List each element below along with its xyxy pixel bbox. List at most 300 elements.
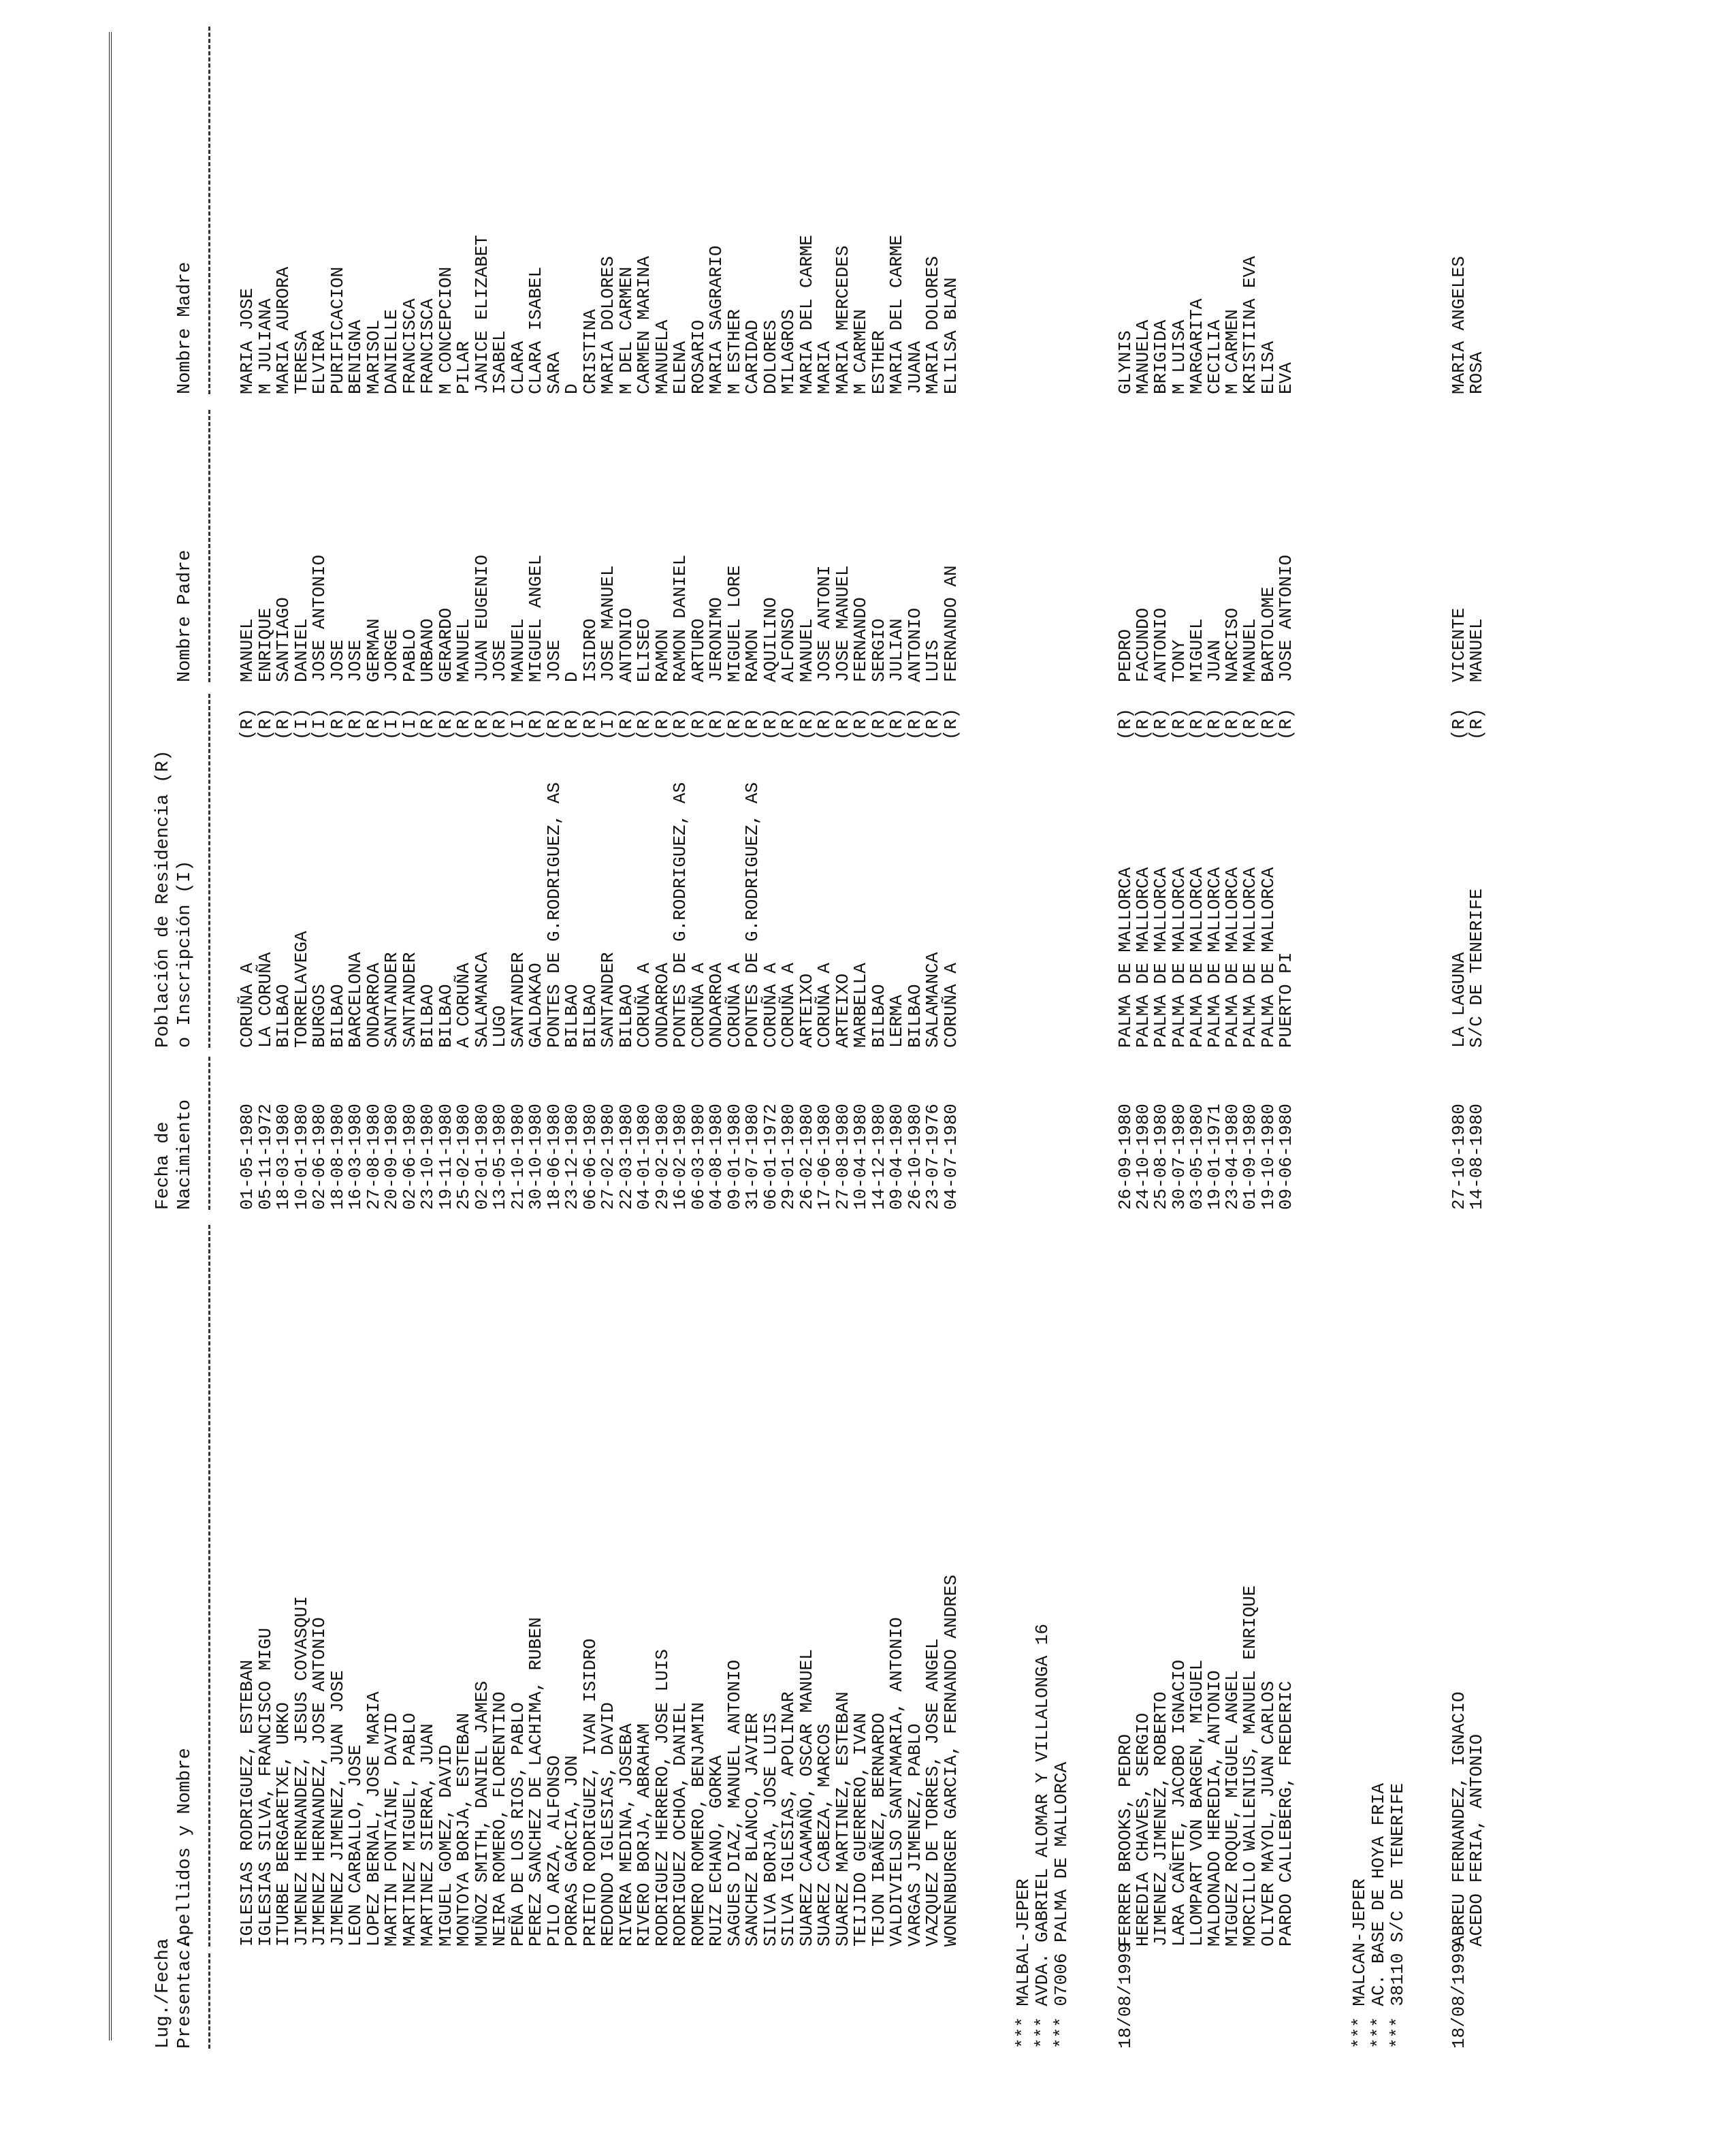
father-name: ALFONSO — [778, 607, 799, 682]
residence-type: (I) — [399, 708, 420, 740]
birth-date: 23-10-1980 — [417, 1103, 438, 1210]
birth-date: 05-11-1972 — [255, 1103, 276, 1210]
father-name: ARTURO — [688, 618, 709, 682]
residence: SANTANDER — [507, 952, 528, 1048]
residence: TORRELAVEGA — [291, 931, 312, 1048]
mother-name: KRISTIINA EVA — [1240, 256, 1261, 394]
father-name: JOSE — [345, 639, 366, 682]
person-name: IGLESIAS SILVA, FRANCISCO MIGU — [255, 1627, 276, 1947]
father-name: JOSE ANTONI — [814, 565, 835, 682]
father-name: BARTOLOME — [1257, 586, 1279, 682]
residence: MARBELLA — [850, 963, 871, 1048]
residence-type: (R) — [237, 708, 257, 740]
birth-date: 29-02-1980 — [652, 1103, 673, 1210]
birth-date: 03-05-1980 — [1186, 1103, 1207, 1210]
person-name: FERRER BROOKS, PEDRO — [1115, 1733, 1136, 1947]
mother-name: JUANA — [904, 340, 925, 394]
birth-date: 19-10-1980 — [1257, 1103, 1279, 1210]
father-name: PEDRO — [1115, 628, 1136, 682]
father-name: JULIAN — [886, 618, 907, 682]
residence: CORUÑA A — [778, 963, 799, 1048]
mother-name: MARIA — [814, 340, 835, 394]
mother-name: MARIA DOLORES — [598, 256, 618, 394]
person-name: MARTINEZ SIERRA, JUAN — [417, 1723, 438, 1947]
residence-type: (R) — [922, 708, 943, 740]
person-name: SANCHEZ BLANCO, JAVIER — [742, 1712, 762, 1947]
mother-name: CARMEN MARINA — [634, 256, 654, 394]
mother-name: PILAR — [453, 340, 474, 394]
birth-date: 01-05-1980 — [237, 1103, 257, 1210]
birth-date: 09-01-1980 — [724, 1103, 745, 1210]
birth-date: 18-03-1980 — [273, 1103, 293, 1210]
residence: A CORUÑA — [453, 963, 474, 1048]
father-name: JOSE MANUEL — [832, 565, 853, 682]
residence-type: (R) — [1275, 708, 1296, 740]
person-name: IGLESIAS RODRIGUEZ, ESTEBAN — [237, 1659, 257, 1947]
office-3-line-2: *** AC. BASE DE HOYA FRIA — [1368, 1782, 1389, 2049]
residence-type: (R) — [489, 708, 510, 740]
birth-date: 13-05-1980 — [489, 1103, 510, 1210]
residence-type: (R) — [706, 708, 726, 740]
residence: PALMA DE MALLORCA — [1133, 867, 1154, 1048]
residence: SALAMANCA — [922, 952, 943, 1048]
father-name: JUAN EUGENIO — [471, 554, 492, 682]
father-name: SERGIO — [868, 618, 889, 682]
mother-name: CARIDAD — [742, 319, 762, 394]
person-name: PARDO CALLEBERG, FREDERIC — [1275, 1680, 1296, 1947]
person-name: MIGUEZ ROQUE, MIGUEL ANGEL — [1222, 1670, 1243, 1947]
mother-name: M ESTHER — [724, 309, 745, 394]
residence: CORUÑA A — [814, 963, 835, 1048]
header-apellidos-nombre: Apellidos y Nombre — [175, 1748, 195, 1947]
mother-name: MARIA ANGELES — [1449, 256, 1469, 394]
person-name: JIMENEZ JIMENEZ, ROBERTO — [1151, 1691, 1172, 1947]
residence: BILBAO — [904, 984, 925, 1048]
header-dash-padre — [208, 410, 210, 682]
residence: PONTES DE G.RODRIGUEZ, AS — [670, 782, 690, 1048]
person-name: JIMENEZ HERNANDEZ, JOSE ANTONIO — [309, 1617, 329, 1947]
header-dash-name — [208, 1225, 210, 1947]
header-nombre-padre: Nombre Padre — [175, 549, 195, 682]
person-name: LOPEZ BERNAL, JOSE MARIA — [363, 1691, 384, 1947]
father-name: ANTONIO — [1151, 607, 1172, 682]
residence: PUERTO PI — [1275, 952, 1296, 1048]
birth-date: 01-09-1980 — [1240, 1103, 1261, 1210]
residence-type: (R) — [742, 708, 762, 740]
mother-name: ESTHER — [868, 330, 889, 394]
mother-name: TERESA — [291, 330, 312, 394]
person-name: VARGAS JIMENEZ, PABLO — [904, 1723, 925, 1947]
father-name: ENRIQUE — [255, 607, 276, 682]
residence: BILBAO — [435, 984, 456, 1048]
mother-name: MARIA DEL CARME — [796, 234, 817, 394]
residence: CORUÑA A — [760, 963, 781, 1048]
mother-name: GLYNIS — [1115, 330, 1136, 394]
residence: PALMA DE MALLORCA — [1168, 867, 1189, 1048]
father-name: GERMAN — [363, 618, 384, 682]
mother-name: D — [562, 383, 582, 394]
residence: SANTANDER — [381, 952, 402, 1048]
person-name: OLIVER MAYOL, JUAN CARLOS — [1257, 1680, 1279, 1947]
mother-name: MARIA JOSE — [237, 287, 257, 394]
mother-name: CLARA ISABEL — [526, 266, 546, 394]
residence-type: (R) — [453, 708, 474, 740]
residence-type: (R) — [814, 708, 835, 740]
mother-name: M LUISA — [1168, 319, 1189, 394]
father-name: TONY — [1168, 639, 1189, 682]
father-name: RAMON — [742, 628, 762, 682]
residence-type: (R) — [1133, 708, 1154, 740]
residence: BILBAO — [868, 984, 889, 1048]
birth-date: 19-01-1971 — [1204, 1103, 1225, 1210]
residence: BILBAO — [417, 984, 438, 1048]
father-name: ELISEO — [634, 618, 654, 682]
residence-type: (R) — [471, 708, 492, 740]
father-name: JOSE ANTONIO — [1275, 554, 1296, 682]
residence: BILBAO — [273, 984, 293, 1048]
residence: ONDARROA — [652, 963, 673, 1048]
father-name: MANUEL — [453, 618, 474, 682]
birth-date: 25-08-1980 — [1151, 1103, 1172, 1210]
person-name: WONENBURGER GARCIA, FERNANDO ANDRES — [940, 1574, 961, 1947]
mother-name: MARIA MERCEDES — [832, 245, 853, 394]
person-name: ACEDO FERIA, ANTONIO — [1466, 1733, 1488, 1947]
birth-date: 25-02-1980 — [453, 1103, 474, 1210]
mother-name: SARA — [543, 351, 564, 394]
mother-name: ELENA — [670, 340, 690, 394]
person-name: MORCILLO WALLENIUS, MANUEL ENRIQUE — [1240, 1585, 1261, 1947]
father-name: JOSE — [327, 639, 348, 682]
residence-type: (R) — [273, 708, 293, 740]
residence-type: (R) — [363, 708, 384, 740]
residence-type: (R) — [1222, 708, 1243, 740]
residence: ONDARROA — [363, 963, 384, 1048]
person-name: RODRIGUEZ HERRERO, JOSE LUIS — [652, 1649, 673, 1947]
birth-date: 23-04-1980 — [1222, 1103, 1243, 1210]
birth-date: 30-07-1980 — [1168, 1103, 1189, 1210]
header-lug-fecha-1: Lug./Fecha — [153, 1938, 174, 2049]
residence: CORUÑA A — [237, 963, 257, 1048]
birth-date: 16-02-1980 — [670, 1103, 690, 1210]
residence: LA CORUÑA — [255, 952, 276, 1048]
residence-type: (R) — [850, 708, 871, 740]
person-name: SILVA IGLESIAS, APOLINAR — [778, 1691, 799, 1947]
father-name: MIGUEL LORE — [724, 565, 745, 682]
father-name: JOSE — [543, 639, 564, 682]
birth-date: 30-10-1980 — [526, 1103, 546, 1210]
person-name: TEJON IBAÑEZ, BERNARDO — [868, 1712, 889, 1947]
mother-name: ELVIRA — [309, 330, 329, 394]
person-name: LEON CARBALLO, JOSE — [345, 1744, 366, 1947]
birth-date: 29-01-1980 — [778, 1103, 799, 1210]
father-name: PABLO — [399, 628, 420, 682]
residence: PALMA DE MALLORCA — [1115, 867, 1136, 1048]
person-name: MONTOYA BORJA, ESTEBAN — [453, 1712, 474, 1947]
header-dash-madre — [208, 27, 210, 394]
mother-name: FRANCISCA — [417, 298, 438, 394]
residence-type: (R) — [255, 708, 276, 740]
mother-name: MILAGROS — [778, 309, 799, 394]
person-name: JIMENEZ JIMENEZ, JUAN JOSE — [327, 1670, 348, 1947]
residence-type: (R) — [543, 708, 564, 740]
birth-date: 02-06-1980 — [399, 1103, 420, 1210]
birth-date: 20-09-1980 — [381, 1103, 402, 1210]
birth-date: 27-10-1980 — [1449, 1103, 1469, 1210]
birth-date: 26-02-1980 — [796, 1103, 817, 1210]
residence-type: (R) — [562, 708, 582, 740]
birth-date: 24-10-1980 — [1133, 1103, 1154, 1210]
header-lug-fecha-2: Presentac. — [175, 1938, 195, 2049]
father-name: MANUEL — [1240, 618, 1261, 682]
residence: BARCELONA — [345, 952, 366, 1048]
person-name: RUIZ ECHANO, GORKA — [706, 1755, 726, 1947]
mother-name: EVA — [1275, 362, 1296, 394]
residence-type: (R) — [832, 708, 853, 740]
father-name: DANIEL — [291, 618, 312, 682]
birth-date: 02-01-1980 — [471, 1103, 492, 1210]
birth-date: 19-11-1980 — [435, 1103, 456, 1210]
residence-type: (R) — [345, 708, 366, 740]
person-name: MIGUEL GOMEZ, DAVID — [435, 1744, 456, 1947]
father-name: MANUEL — [796, 618, 817, 682]
residence-type: (R) — [1257, 708, 1279, 740]
header-dash-lug — [208, 1953, 210, 2049]
residence: CORUÑA A — [724, 963, 745, 1048]
mother-name: CECILIA — [1204, 319, 1225, 394]
person-name: MUÑOZ SMITH, DANIEL JAMES — [471, 1680, 492, 1947]
residence-type: (I) — [381, 708, 402, 740]
residence-type: (R) — [652, 708, 673, 740]
header-dash-poblacion — [208, 694, 210, 1048]
residence-type: (R) — [526, 708, 546, 740]
father-name: JERONIMO — [706, 597, 726, 682]
father-name: JUAN — [1204, 639, 1225, 682]
person-name: ROMERO ROMERO, BENJAMIN — [688, 1702, 709, 1947]
person-name: SAGUES DIAZ, MANUEL ANTONIO — [724, 1659, 745, 1947]
father-name: MANUEL — [1466, 618, 1488, 682]
mother-name: CLARA — [507, 340, 528, 394]
header-poblacion-1: Población de Residencia (R) — [153, 750, 174, 1048]
residence: PALMA DE MALLORCA — [1186, 867, 1207, 1048]
mother-name: MARIA DOLORES — [922, 256, 943, 394]
person-name: VAZQUEZ DE TORRES, JOSE ANGEL — [922, 1638, 943, 1947]
birth-date: 27-02-1980 — [598, 1103, 618, 1210]
father-name: FACUNDO — [1133, 607, 1154, 682]
person-name: LLOMPART VON BARGEN, MIGUEL — [1186, 1659, 1207, 1947]
father-name: NARCISO — [1222, 607, 1243, 682]
residence-type: (I) — [507, 708, 528, 740]
mother-name: ROSA — [1466, 351, 1488, 394]
header-fecha-2: Nacimiento — [175, 1099, 195, 1210]
person-name: RIVERA MEDINA, JOSEBA — [615, 1723, 637, 1947]
residence: BILBAO — [579, 984, 600, 1048]
mother-name: DOLORES — [760, 319, 781, 394]
presentation-date: 18/08/1999 — [1115, 1942, 1136, 2049]
residence-type: (R) — [760, 708, 781, 740]
mother-name: M JULIANA — [255, 298, 276, 394]
residence: CORUÑA A — [688, 963, 709, 1048]
residence-type: (R) — [1466, 708, 1488, 740]
birth-date: 14-08-1980 — [1466, 1103, 1488, 1210]
residence-type: (R) — [634, 708, 654, 740]
presentation-date: 18/08/1999 — [1449, 1942, 1469, 2049]
residence-type: (R) — [688, 708, 709, 740]
residence: SANTANDER — [598, 952, 618, 1048]
father-name: ISIDRO — [579, 618, 600, 682]
birth-date: 16-03-1980 — [345, 1103, 366, 1210]
residence: CORUÑA A — [634, 963, 654, 1048]
father-name: GERARDO — [435, 607, 456, 682]
residence-type: (R) — [1186, 708, 1207, 740]
mother-name: MARIA SAGRARIO — [706, 245, 726, 394]
father-name: SANTIAGO — [273, 597, 293, 682]
residence: BILBAO — [327, 984, 348, 1048]
mother-name: M CARMEN — [850, 309, 871, 394]
mother-name: M CONCEPCION — [435, 266, 456, 394]
father-name: MANUEL — [507, 618, 528, 682]
birth-date: 06-03-1980 — [688, 1103, 709, 1210]
residence-type: (R) — [1115, 708, 1136, 740]
residence-type: (R) — [435, 708, 456, 740]
residence: S/C DE TENERIFE — [1466, 888, 1488, 1048]
father-name: JOSE ANTONIO — [309, 554, 329, 682]
residence: BILBAO — [615, 984, 637, 1048]
mother-name: MARGARITA — [1186, 298, 1207, 394]
mother-name: CRISTINA — [579, 309, 600, 394]
father-name: ANTONIO — [615, 607, 637, 682]
residence-type: (R) — [615, 708, 637, 740]
birth-date: 04-01-1980 — [634, 1103, 654, 1210]
residence-type: (I) — [291, 708, 312, 740]
birth-date: 21-10-1980 — [507, 1103, 528, 1210]
mother-name: ISABEL — [489, 330, 510, 394]
residence: LERMA — [886, 994, 907, 1048]
header-dash-fecha — [208, 1057, 210, 1210]
residence-type: (R) — [868, 708, 889, 740]
mother-name: PURIFICACION — [327, 266, 348, 394]
father-name: JOSE MANUEL — [598, 565, 618, 682]
mother-name: ELISA — [1257, 340, 1279, 394]
mother-name: MARIA DEL CARME — [886, 234, 907, 394]
birth-date: 09-04-1980 — [886, 1103, 907, 1210]
person-name: PEREZ SANCHEZ DE LACHIMA, RUBEN — [526, 1617, 546, 1947]
mother-name: ROSARIO — [688, 319, 709, 394]
residence-type: (R) — [670, 708, 690, 740]
residence: PALMA DE MALLORCA — [1240, 867, 1261, 1048]
person-name: PORRAS GARCIA, JON — [562, 1755, 582, 1947]
person-name: MARTINEZ MIGUEL, PABLO — [399, 1712, 420, 1947]
father-name: MANUEL — [237, 618, 257, 682]
residence: PONTES DE G.RODRIGUEZ, AS — [742, 782, 762, 1048]
residence: PALMA DE MALLORCA — [1151, 867, 1172, 1048]
birth-date: 27-08-1980 — [832, 1103, 853, 1210]
top-double-rule — [109, 32, 112, 2040]
residence-type: (R) — [579, 708, 600, 740]
residence: PALMA DE MALLORCA — [1222, 867, 1243, 1048]
residence-type: (R) — [796, 708, 817, 740]
birth-date: 23-07-1976 — [922, 1103, 943, 1210]
father-name: RAMON — [652, 628, 673, 682]
residence-type: (R) — [1240, 708, 1261, 740]
residence: PALMA DE MALLORCA — [1204, 867, 1225, 1048]
birth-date: 27-08-1980 — [363, 1103, 384, 1210]
birth-date: 26-09-1980 — [1115, 1103, 1136, 1210]
birth-date: 18-08-1980 — [327, 1103, 348, 1210]
birth-date: 23-12-1980 — [562, 1103, 582, 1210]
person-name: PRIETO RODRIGUEZ, IVAN ISIDRO — [579, 1638, 600, 1947]
residence-type: (R) — [1449, 708, 1469, 740]
person-name: RIVERO BORJA, ABRAHAM — [634, 1723, 654, 1947]
mother-name: BENIGNA — [345, 319, 366, 394]
residence: PONTES DE G.RODRIGUEZ, AS — [543, 782, 564, 1048]
person-name: ABREU FERNANDEZ, IGNACIO — [1449, 1691, 1469, 1947]
person-name: LARA CAÑETE, JACOBO IGNACIO — [1168, 1659, 1189, 1947]
father-name: URBANO — [417, 618, 438, 682]
person-name: PILO ARZA, ALFONSO — [543, 1755, 564, 1947]
residence-type: (R) — [778, 708, 799, 740]
mother-name: M CARMEN — [1222, 309, 1243, 394]
header-nombre-madre: Nombre Madre — [175, 261, 195, 394]
residence-type: (I) — [309, 708, 329, 740]
office-2-line-1: *** MALBAL-JEPER — [1013, 1878, 1033, 2049]
residence-type: (R) — [1168, 708, 1189, 740]
father-name: JOSE — [489, 639, 510, 682]
mother-name: DANIELLE — [381, 309, 402, 394]
mother-name: ELILSA BLAN — [940, 277, 961, 394]
residence-type: (R) — [940, 708, 961, 740]
residence-type: (R) — [886, 708, 907, 740]
birth-date: 31-07-1980 — [742, 1103, 762, 1210]
birth-date: 18-06-1980 — [543, 1103, 564, 1210]
person-name: REDONDO IGLESIAS, DAVID — [598, 1702, 618, 1947]
office-3-line-1: *** MALCAN-JEPER — [1349, 1878, 1370, 2049]
person-name: RODRIGUEZ OCHOA, DANIEL — [670, 1702, 690, 1947]
birth-date: 04-08-1980 — [706, 1103, 726, 1210]
person-name: PEÑA DE LOS RIOS, PABLO — [507, 1702, 528, 1947]
father-name: RAMON DANIEL — [670, 554, 690, 682]
birth-date: 17-06-1980 — [814, 1103, 835, 1210]
residence: SANTANDER — [399, 952, 420, 1048]
mother-name: MANUELA — [1133, 319, 1154, 394]
person-name: MARTIN FONTAINE, DAVID — [381, 1712, 402, 1947]
father-name: LUIS — [922, 639, 943, 682]
father-name: FERNANDO — [850, 597, 871, 682]
birth-date: 02-06-1980 — [309, 1103, 329, 1210]
residence-type: (R) — [1151, 708, 1172, 740]
father-name: AQUILINO — [760, 597, 781, 682]
birth-date: 06-06-1980 — [579, 1103, 600, 1210]
header-poblacion-2: o Inscripción (I) — [175, 860, 195, 1048]
residence: ARTEIXO — [832, 973, 853, 1048]
residence-type: (R) — [327, 708, 348, 740]
birth-date: 10-01-1980 — [291, 1103, 312, 1210]
residence-type: (R) — [724, 708, 745, 740]
residence: ONDARROA — [706, 963, 726, 1048]
person-name: VALDIVIELSO SANTAMARIA, ANTONIO — [886, 1617, 907, 1947]
father-name: MIGUEL — [1186, 618, 1207, 682]
person-name: SILVA BORJA, JOSE LUIS — [760, 1712, 781, 1947]
residence-type: (I) — [598, 708, 618, 740]
birth-date: 09-06-1980 — [1275, 1103, 1296, 1210]
residence: LUGO — [489, 1005, 510, 1048]
father-name: JORGE — [381, 628, 402, 682]
mother-name: JANICE ELIZABET — [471, 234, 492, 394]
mother-name: MARISOL — [363, 319, 384, 394]
residence-type: (R) — [904, 708, 925, 740]
father-name: VICENTE — [1449, 607, 1469, 682]
residence: LA LAGUNA — [1449, 952, 1469, 1048]
father-name: D — [562, 671, 582, 682]
